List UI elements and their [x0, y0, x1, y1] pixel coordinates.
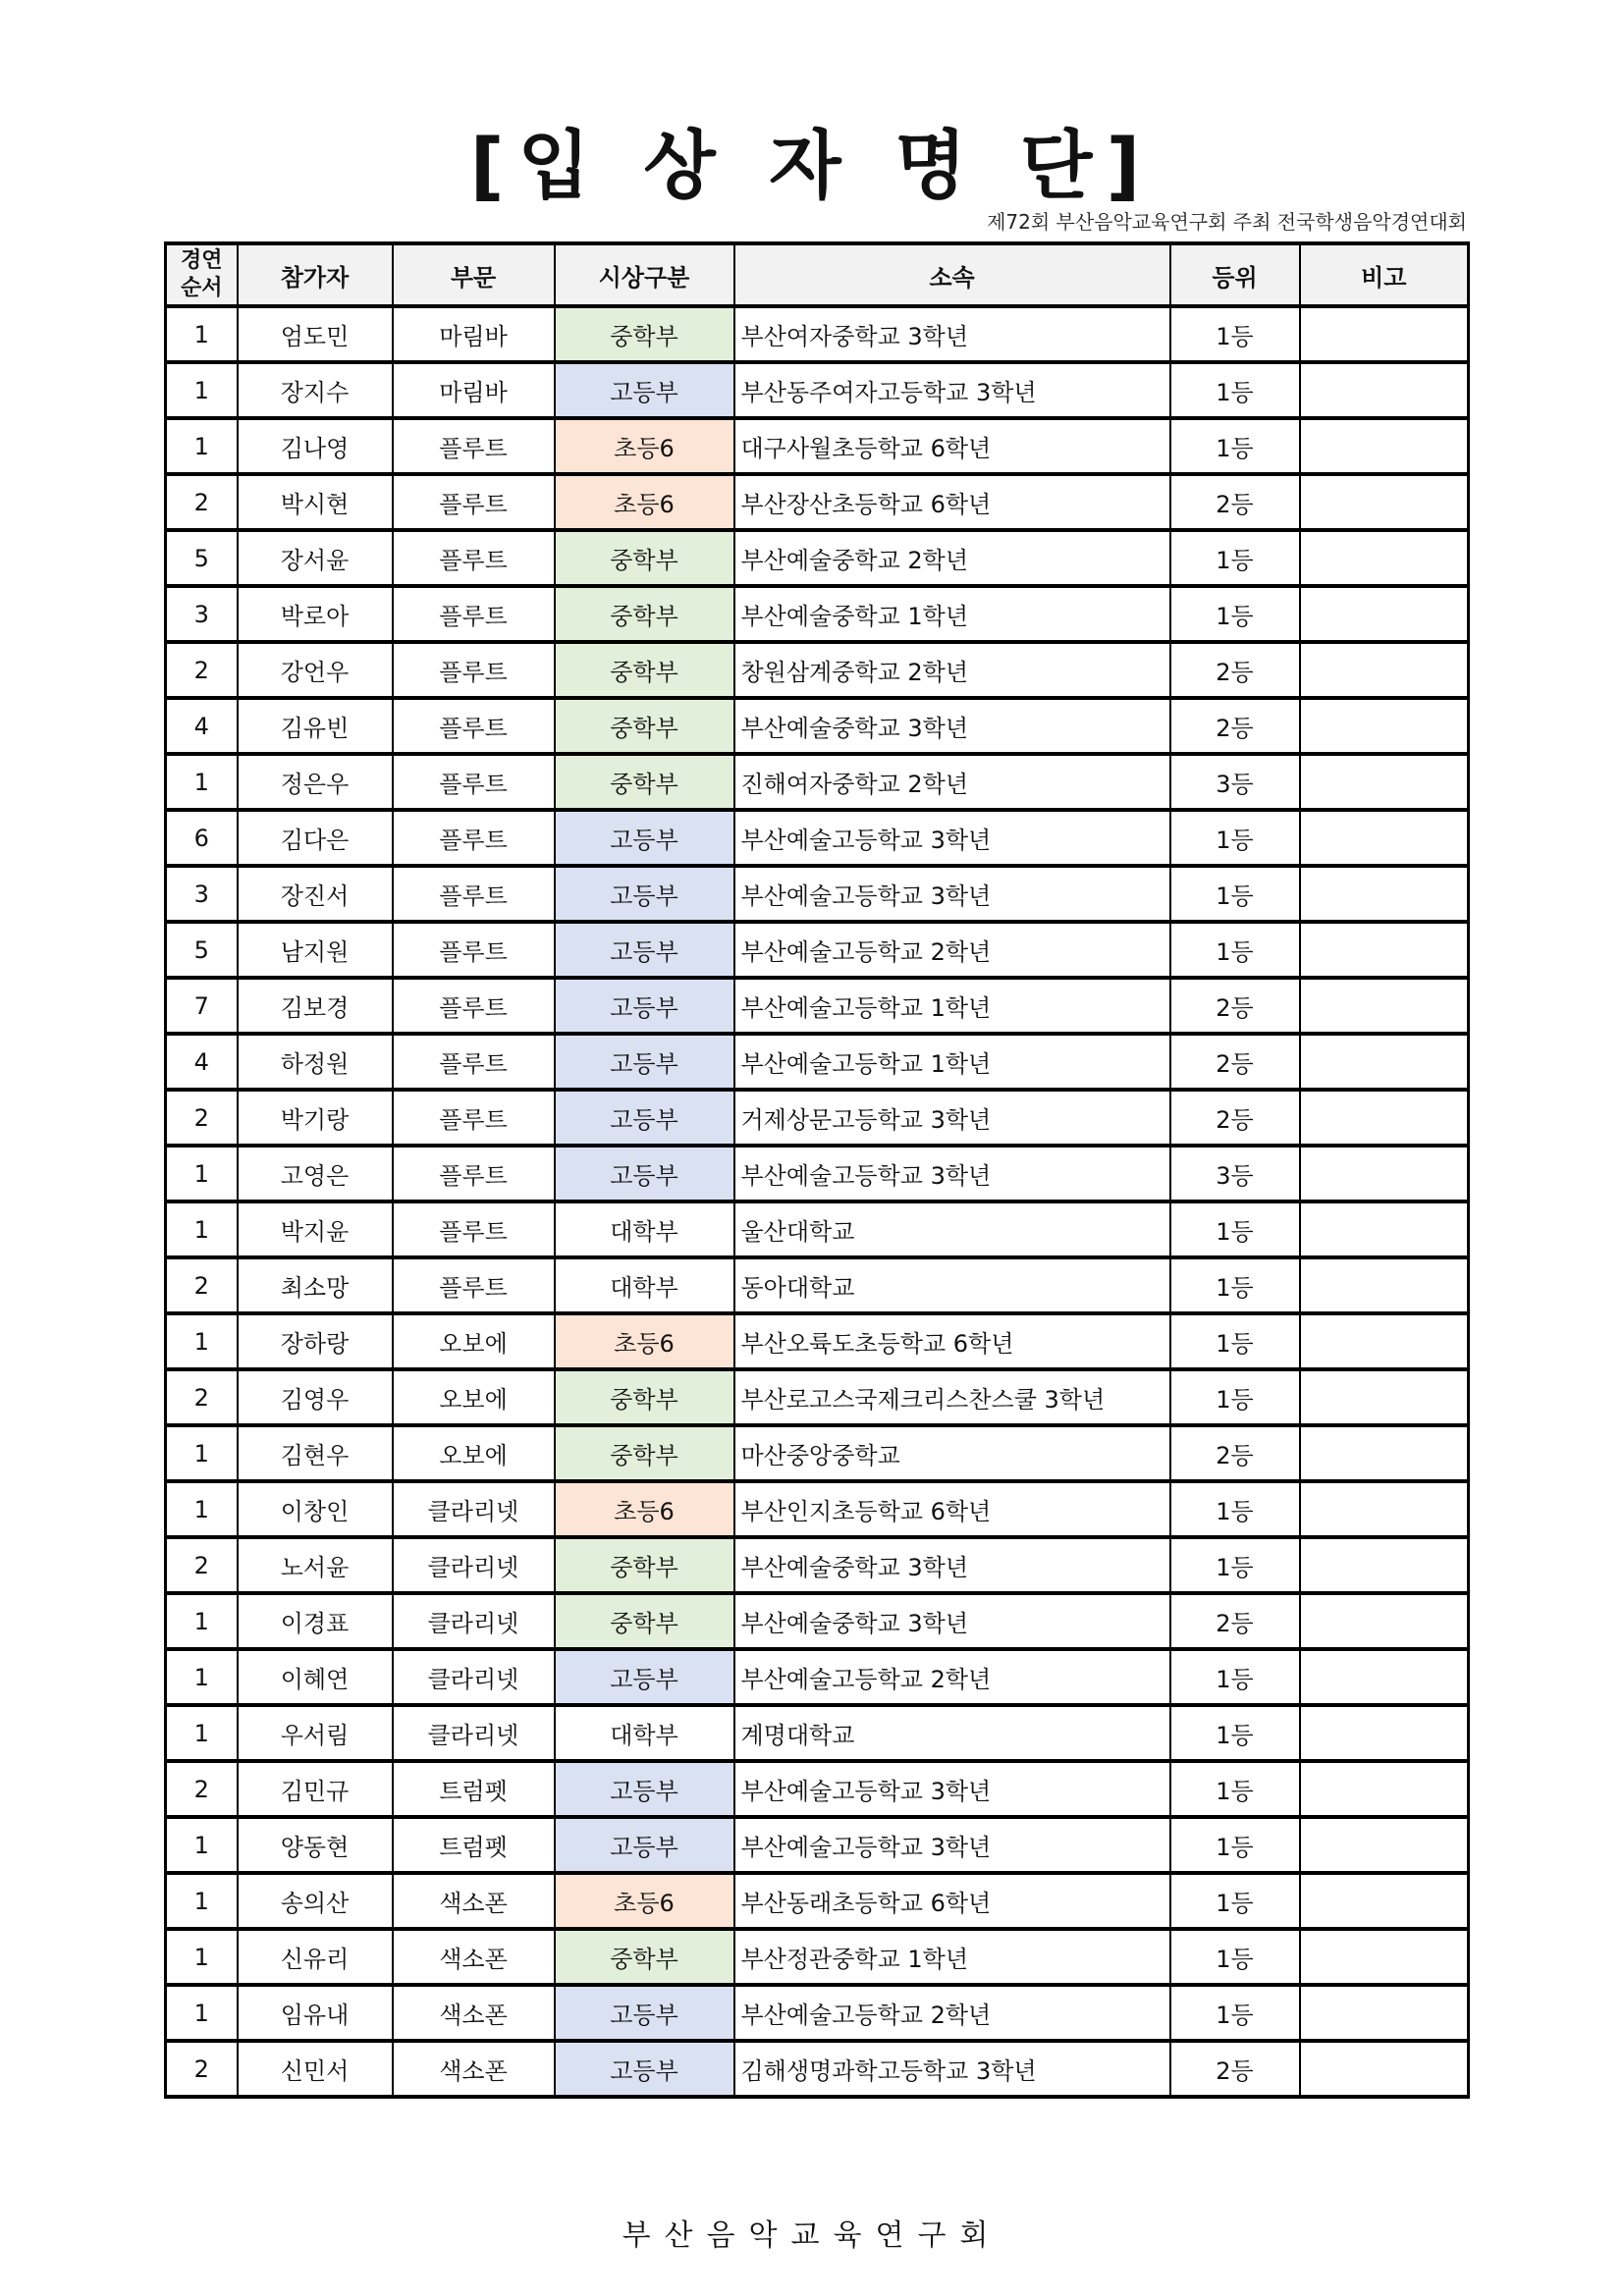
- order-cell: 1: [166, 418, 238, 474]
- section-cell: 플루트: [393, 1146, 555, 1201]
- rank-cell: 1등: [1170, 1817, 1300, 1873]
- rank-cell: 2등: [1170, 642, 1300, 698]
- order-cell: 1: [166, 1985, 238, 2041]
- school-cell: 동아대학교: [734, 1257, 1170, 1313]
- note-cell: [1300, 866, 1469, 922]
- school-cell: 부산장산초등학교 6학년: [734, 474, 1170, 530]
- order-cell: 3: [166, 586, 238, 642]
- note-cell: [1300, 642, 1469, 698]
- order-cell: 1: [166, 1146, 238, 1201]
- table-row: [166, 866, 1469, 922]
- rank-cell: 2등: [1170, 2041, 1300, 2097]
- note-cell: [1300, 1313, 1469, 1369]
- section-cell: 플루트: [393, 1201, 555, 1257]
- order-cell: 1: [166, 1481, 238, 1537]
- category-cell: 중학부: [555, 642, 734, 698]
- note-cell: [1300, 1090, 1469, 1146]
- note-cell: [1300, 530, 1469, 586]
- table-row: [166, 1817, 1469, 1873]
- order-cell: 2: [166, 1090, 238, 1146]
- category-cell: 고등부: [555, 1034, 734, 1090]
- table-row: [166, 1649, 1469, 1705]
- school-cell: 부산예술고등학교 1학년: [734, 978, 1170, 1034]
- order-cell: 4: [166, 698, 238, 754]
- note-cell: [1300, 978, 1469, 1034]
- name-cell: 신민서: [238, 2041, 393, 2097]
- name-cell: 엄도민: [238, 306, 393, 362]
- school-cell: 김해생명과학고등학교 3학년: [734, 2041, 1170, 2097]
- note-cell: [1300, 1873, 1469, 1929]
- header-rank: 등위: [1170, 243, 1300, 306]
- order-cell: 2: [166, 2041, 238, 2097]
- table-row: [166, 306, 1469, 362]
- section-cell: 색소폰: [393, 1985, 555, 2041]
- section-cell: 클라리넷: [393, 1593, 555, 1649]
- order-cell: 4: [166, 1034, 238, 1090]
- table-row: [166, 642, 1469, 698]
- name-cell: 최소망: [238, 1257, 393, 1313]
- table-row: [166, 2041, 1469, 2097]
- note-cell: [1300, 1761, 1469, 1817]
- note-cell: [1300, 1593, 1469, 1649]
- school-cell: 부산예술고등학교 2학년: [734, 1985, 1170, 2041]
- section-cell: 플루트: [393, 922, 555, 978]
- table-row: [166, 1537, 1469, 1593]
- note-cell: [1300, 1034, 1469, 1090]
- rank-cell: 2등: [1170, 1425, 1300, 1481]
- name-cell: 김현우: [238, 1425, 393, 1481]
- note-cell: [1300, 474, 1469, 530]
- category-cell: 초등6: [555, 1313, 734, 1369]
- school-cell: 대구사월초등학교 6학년: [734, 418, 1170, 474]
- note-cell: [1300, 1425, 1469, 1481]
- table-row: [166, 586, 1469, 642]
- table-row: [166, 1761, 1469, 1817]
- table-row: [166, 1201, 1469, 1257]
- section-cell: 플루트: [393, 530, 555, 586]
- category-cell: 중학부: [555, 1369, 734, 1425]
- name-cell: 신유리: [238, 1929, 393, 1985]
- order-cell: 1: [166, 1649, 238, 1705]
- rank-cell: 1등: [1170, 1481, 1300, 1537]
- rank-cell: 1등: [1170, 1985, 1300, 2041]
- table-row: [166, 530, 1469, 586]
- header-order-line1: 경연: [180, 248, 223, 273]
- table-row: [166, 978, 1469, 1034]
- name-cell: 우서림: [238, 1705, 393, 1761]
- category-cell: 고등부: [555, 1649, 734, 1705]
- rank-cell: 2등: [1170, 1090, 1300, 1146]
- note-cell: [1300, 810, 1469, 866]
- section-cell: 오보에: [393, 1425, 555, 1481]
- name-cell: 김보경: [238, 978, 393, 1034]
- order-cell: 1: [166, 754, 238, 810]
- section-cell: 플루트: [393, 1034, 555, 1090]
- competition-subtitle: 제72회 부산음악교육연구회 주최 전국학생음악경연대회: [987, 210, 1467, 234]
- rank-cell: 1등: [1170, 1761, 1300, 1817]
- school-cell: 창원삼계중학교 2학년: [734, 642, 1170, 698]
- section-cell: 플루트: [393, 698, 555, 754]
- rank-cell: 1등: [1170, 1369, 1300, 1425]
- category-cell: 중학부: [555, 306, 734, 362]
- category-cell: 초등6: [555, 1873, 734, 1929]
- category-cell: 고등부: [555, 810, 734, 866]
- school-cell: 울산대학교: [734, 1201, 1170, 1257]
- rank-cell: 1등: [1170, 1873, 1300, 1929]
- note-cell: [1300, 1369, 1469, 1425]
- rank-cell: 1등: [1170, 1201, 1300, 1257]
- table-row: [166, 1481, 1469, 1537]
- table-row: [166, 922, 1469, 978]
- category-cell: 대학부: [555, 1705, 734, 1761]
- rank-cell: 1등: [1170, 306, 1300, 362]
- order-cell: 1: [166, 1593, 238, 1649]
- name-cell: 양동현: [238, 1817, 393, 1873]
- order-cell: 5: [166, 530, 238, 586]
- category-cell: 고등부: [555, 1090, 734, 1146]
- school-cell: 부산예술고등학교 3학년: [734, 1817, 1170, 1873]
- name-cell: 송의산: [238, 1873, 393, 1929]
- table-row: [166, 1090, 1469, 1146]
- rank-cell: 2등: [1170, 474, 1300, 530]
- category-cell: 중학부: [555, 1425, 734, 1481]
- section-cell: 트럼펫: [393, 1817, 555, 1873]
- name-cell: 하정원: [238, 1034, 393, 1090]
- name-cell: 노서윤: [238, 1537, 393, 1593]
- section-cell: 플루트: [393, 586, 555, 642]
- rank-cell: 1등: [1170, 866, 1300, 922]
- name-cell: 장진서: [238, 866, 393, 922]
- school-cell: 계명대학교: [734, 1705, 1170, 1761]
- category-cell: 대학부: [555, 1257, 734, 1313]
- category-cell: 중학부: [555, 530, 734, 586]
- table-row: [166, 1369, 1469, 1425]
- section-cell: 플루트: [393, 978, 555, 1034]
- name-cell: 고영은: [238, 1146, 393, 1201]
- order-cell: 2: [166, 474, 238, 530]
- name-cell: 박로아: [238, 586, 393, 642]
- table-row: [166, 1257, 1469, 1313]
- section-cell: 플루트: [393, 418, 555, 474]
- name-cell: 임유내: [238, 1985, 393, 2041]
- category-cell: 초등6: [555, 1481, 734, 1537]
- order-cell: 5: [166, 922, 238, 978]
- school-cell: 부산예술고등학교 2학년: [734, 1649, 1170, 1705]
- section-cell: 플루트: [393, 866, 555, 922]
- rank-cell: 2등: [1170, 978, 1300, 1034]
- school-cell: 부산예술중학교 1학년: [734, 586, 1170, 642]
- school-cell: 진해여자중학교 2학년: [734, 754, 1170, 810]
- category-cell: 초등6: [555, 474, 734, 530]
- rank-cell: 1등: [1170, 418, 1300, 474]
- section-cell: 색소폰: [393, 1929, 555, 1985]
- rank-cell: 1등: [1170, 1929, 1300, 1985]
- table-row: [166, 1985, 1469, 2041]
- order-cell: 2: [166, 1761, 238, 1817]
- section-cell: 플루트: [393, 1090, 555, 1146]
- note-cell: [1300, 586, 1469, 642]
- name-cell: 박기랑: [238, 1090, 393, 1146]
- note-cell: [1300, 306, 1469, 362]
- section-cell: 오보에: [393, 1369, 555, 1425]
- category-cell: 대학부: [555, 1201, 734, 1257]
- name-cell: 장서윤: [238, 530, 393, 586]
- school-cell: 거제상문고등학교 3학년: [734, 1090, 1170, 1146]
- order-cell: 1: [166, 306, 238, 362]
- note-cell: [1300, 922, 1469, 978]
- order-cell: 2: [166, 1369, 238, 1425]
- order-cell: 1: [166, 1313, 238, 1369]
- order-cell: 2: [166, 1257, 238, 1313]
- name-cell: 김다은: [238, 810, 393, 866]
- category-cell: 고등부: [555, 922, 734, 978]
- rank-cell: 3등: [1170, 1146, 1300, 1201]
- rank-cell: 1등: [1170, 586, 1300, 642]
- order-cell: 2: [166, 1537, 238, 1593]
- table-row: [166, 1873, 1469, 1929]
- school-cell: 부산예술중학교 3학년: [734, 1537, 1170, 1593]
- header-name: 참가자: [238, 243, 393, 306]
- school-cell: 부산정관중학교 1학년: [734, 1929, 1170, 1985]
- school-cell: 마산중앙중학교: [734, 1425, 1170, 1481]
- name-cell: 정은우: [238, 754, 393, 810]
- name-cell: 장지수: [238, 362, 393, 418]
- table-row: [166, 698, 1469, 754]
- note-cell: [1300, 1257, 1469, 1313]
- section-cell: 오보에: [393, 1313, 555, 1369]
- section-cell: 플루트: [393, 754, 555, 810]
- name-cell: 김민규: [238, 1761, 393, 1817]
- category-cell: 고등부: [555, 1146, 734, 1201]
- school-cell: 부산예술고등학교 3학년: [734, 1761, 1170, 1817]
- order-cell: 1: [166, 1705, 238, 1761]
- name-cell: 강언우: [238, 642, 393, 698]
- category-cell: 중학부: [555, 1593, 734, 1649]
- note-cell: [1300, 1201, 1469, 1257]
- table-row: [166, 1034, 1469, 1090]
- section-cell: 플루트: [393, 810, 555, 866]
- school-cell: 부산예술고등학교 3학년: [734, 810, 1170, 866]
- winners-table: [164, 241, 1470, 2099]
- category-cell: 고등부: [555, 1985, 734, 2041]
- category-cell: 고등부: [555, 866, 734, 922]
- section-cell: 색소폰: [393, 2041, 555, 2097]
- note-cell: [1300, 2041, 1469, 2097]
- name-cell: 이경표: [238, 1593, 393, 1649]
- order-cell: 6: [166, 810, 238, 866]
- name-cell: 박시현: [238, 474, 393, 530]
- header-school: 소속: [734, 243, 1170, 306]
- table-row: [166, 1705, 1469, 1761]
- table-row: [166, 1313, 1469, 1369]
- rank-cell: 1등: [1170, 1313, 1300, 1369]
- category-cell: 고등부: [555, 2041, 734, 2097]
- section-cell: 플루트: [393, 642, 555, 698]
- table-row: [166, 754, 1469, 810]
- rank-cell: 1등: [1170, 1537, 1300, 1593]
- header-order: [166, 243, 238, 306]
- rank-cell: 3등: [1170, 754, 1300, 810]
- table-row: [166, 418, 1469, 474]
- school-cell: 부산여자중학교 3학년: [734, 306, 1170, 362]
- section-cell: 클라리넷: [393, 1537, 555, 1593]
- section-cell: 마림바: [393, 362, 555, 418]
- note-cell: [1300, 754, 1469, 810]
- name-cell: 남지원: [238, 922, 393, 978]
- note-cell: [1300, 362, 1469, 418]
- rank-cell: 1등: [1170, 362, 1300, 418]
- school-cell: 부산로고스국제크리스찬스쿨 3학년: [734, 1369, 1170, 1425]
- school-cell: 부산동래초등학교 6학년: [734, 1873, 1170, 1929]
- order-cell: 1: [166, 1201, 238, 1257]
- category-cell: 중학부: [555, 586, 734, 642]
- name-cell: 김영우: [238, 1369, 393, 1425]
- school-cell: 부산예술고등학교 2학년: [734, 922, 1170, 978]
- rank-cell: 2등: [1170, 1593, 1300, 1649]
- note-cell: [1300, 1146, 1469, 1201]
- section-cell: 마림바: [393, 306, 555, 362]
- order-cell: 1: [166, 1425, 238, 1481]
- rank-cell: 2등: [1170, 698, 1300, 754]
- table-row: [166, 1929, 1469, 1985]
- order-cell: 1: [166, 1929, 238, 1985]
- school-cell: 부산예술고등학교 1학년: [734, 1034, 1170, 1090]
- table-row: [166, 1146, 1469, 1201]
- note-cell: [1300, 1481, 1469, 1537]
- order-cell: 3: [166, 866, 238, 922]
- category-cell: 고등부: [555, 1761, 734, 1817]
- name-cell: 이혜연: [238, 1649, 393, 1705]
- rank-cell: 1등: [1170, 1649, 1300, 1705]
- section-cell: 클라리넷: [393, 1705, 555, 1761]
- organizer-footer: 부산음악교육연구회: [622, 2218, 1002, 2253]
- table-row: [166, 362, 1469, 418]
- note-cell: [1300, 1929, 1469, 1985]
- section-cell: 클라리넷: [393, 1481, 555, 1537]
- section-cell: 트럼펫: [393, 1761, 555, 1817]
- category-cell: 중학부: [555, 698, 734, 754]
- page-title: [입 상 자 명 단]: [469, 122, 1155, 209]
- school-cell: 부산오륙도초등학교 6학년: [734, 1313, 1170, 1369]
- note-cell: [1300, 1705, 1469, 1761]
- category-cell: 중학부: [555, 1537, 734, 1593]
- order-cell: 7: [166, 978, 238, 1034]
- header-order-line2: 순서: [180, 276, 223, 300]
- school-cell: 부산예술고등학교 3학년: [734, 1146, 1170, 1201]
- note-cell: [1300, 1537, 1469, 1593]
- rank-cell: 1등: [1170, 922, 1300, 978]
- name-cell: 장하랑: [238, 1313, 393, 1369]
- rank-cell: 1등: [1170, 1705, 1300, 1761]
- rank-cell: 2등: [1170, 1034, 1300, 1090]
- note-cell: [1300, 1817, 1469, 1873]
- section-cell: 색소폰: [393, 1873, 555, 1929]
- note-cell: [1300, 418, 1469, 474]
- category-cell: 중학부: [555, 1929, 734, 1985]
- table-row: [166, 1593, 1469, 1649]
- header-section: 부문: [393, 243, 555, 306]
- order-cell: 1: [166, 1817, 238, 1873]
- name-cell: 김나영: [238, 418, 393, 474]
- rank-cell: 1등: [1170, 810, 1300, 866]
- category-cell: 고등부: [555, 1817, 734, 1873]
- category-cell: 고등부: [555, 362, 734, 418]
- category-cell: 중학부: [555, 754, 734, 810]
- table-row: [166, 474, 1469, 530]
- school-cell: 부산동주여자고등학교 3학년: [734, 362, 1170, 418]
- order-cell: 1: [166, 362, 238, 418]
- category-cell: 고등부: [555, 978, 734, 1034]
- note-cell: [1300, 1985, 1469, 2041]
- header-category: 시상구분: [555, 243, 734, 306]
- school-cell: 부산예술고등학교 3학년: [734, 866, 1170, 922]
- table-header-row: [166, 243, 1469, 306]
- name-cell: 박지윤: [238, 1201, 393, 1257]
- rank-cell: 1등: [1170, 530, 1300, 586]
- note-cell: [1300, 698, 1469, 754]
- school-cell: 부산인지초등학교 6학년: [734, 1481, 1170, 1537]
- rank-cell: 1등: [1170, 1257, 1300, 1313]
- school-cell: 부산예술중학교 3학년: [734, 698, 1170, 754]
- table-row: [166, 1425, 1469, 1481]
- section-cell: 클라리넷: [393, 1649, 555, 1705]
- order-cell: 2: [166, 642, 238, 698]
- order-cell: 1: [166, 1873, 238, 1929]
- category-cell: 초등6: [555, 418, 734, 474]
- name-cell: 김유빈: [238, 698, 393, 754]
- header-note: 비고: [1300, 243, 1469, 306]
- name-cell: 이창인: [238, 1481, 393, 1537]
- school-cell: 부산예술중학교 2학년: [734, 530, 1170, 586]
- note-cell: [1300, 1649, 1469, 1705]
- school-cell: 부산예술중학교 3학년: [734, 1593, 1170, 1649]
- table-row: [166, 810, 1469, 866]
- section-cell: 플루트: [393, 474, 555, 530]
- section-cell: 플루트: [393, 1257, 555, 1313]
